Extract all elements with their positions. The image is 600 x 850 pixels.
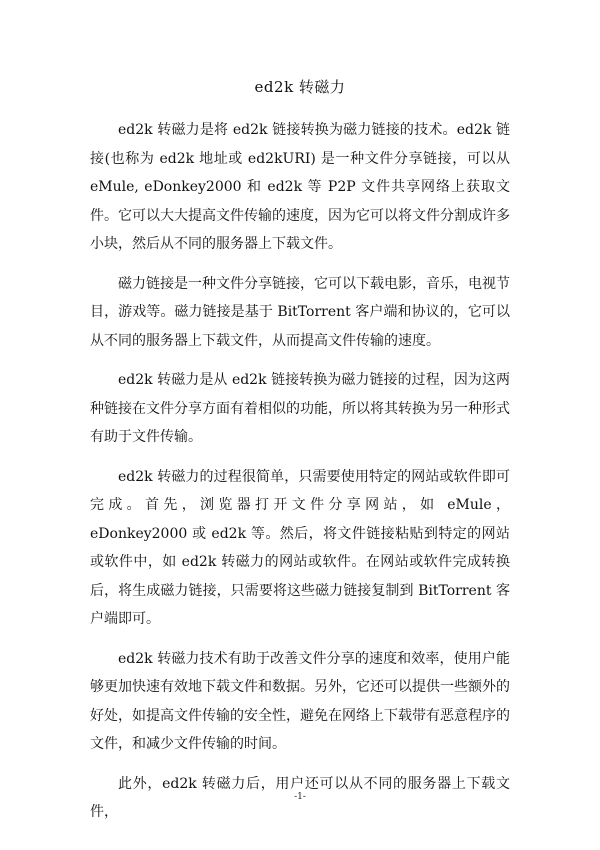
document-title: ed2k 转磁力	[254, 78, 346, 96]
paragraph-1: ed2k 转磁力是将 ed2k 链接转换为磁力链接的技术。ed2k 链接(也称为 ed2k 地址或 ed2kURI) 是一种文件分享链接，可以从 eMule, eDonkey2000 和 ed2k 等 P2P 文件共享网络上获取文件。它可以大大提高文件传输的速度，因为它可以将文件分割成许多小块，然后从不同的服务器上下载文件。	[90, 122, 510, 252]
paragraph-6: 此外，ed2k 转磁力后，用户还可以从不同的服务器上下载文件，	[90, 775, 510, 820]
document-body	[90, 116, 510, 838]
paragraph-3: ed2k 转磁力是从 ed2k 链接转换为磁力链接的过程，因为这两种链接在文件分享方面有着相似的功能，所以将其转换为另一种形式有助于文件传输。	[90, 372, 510, 445]
page-number: -1-	[294, 792, 306, 802]
paragraph-5: ed2k 转磁力技术有助于改善文件分享的速度和效率，使用户能够更加快速有效地下载文件和数据。另外，它还可以提供一些额外的好处，如提高文件传输的安全性，避免在网络上下载带有恶意程序的文件，和减少文件传输的时间。	[90, 650, 510, 752]
paragraph-2: 磁力链接是一种文件分享链接，它可以下载电影，音乐，电视节目，游戏等。磁力链接是基于 BitTorrent 客户端和协议的，它可以从不同的服务器上下载文件，从而提高文件传输的速度。	[90, 275, 510, 349]
paragraph-4: ed2k 转磁力的过程很简单，只需要使用特定的网站或软件即可完成。首先，浏览器打开文件分享网站，如 eMule，eDonkey2000 或 ed2k 等。然后，将文件链接粘贴到特定的网站或软件中，如 ed2k 转磁力的网站或软件。在网站或软件完成转换后，将生成磁力链接，只需要将这些磁力链接复制到 BitTorrent 客户端即可。	[90, 468, 510, 627]
